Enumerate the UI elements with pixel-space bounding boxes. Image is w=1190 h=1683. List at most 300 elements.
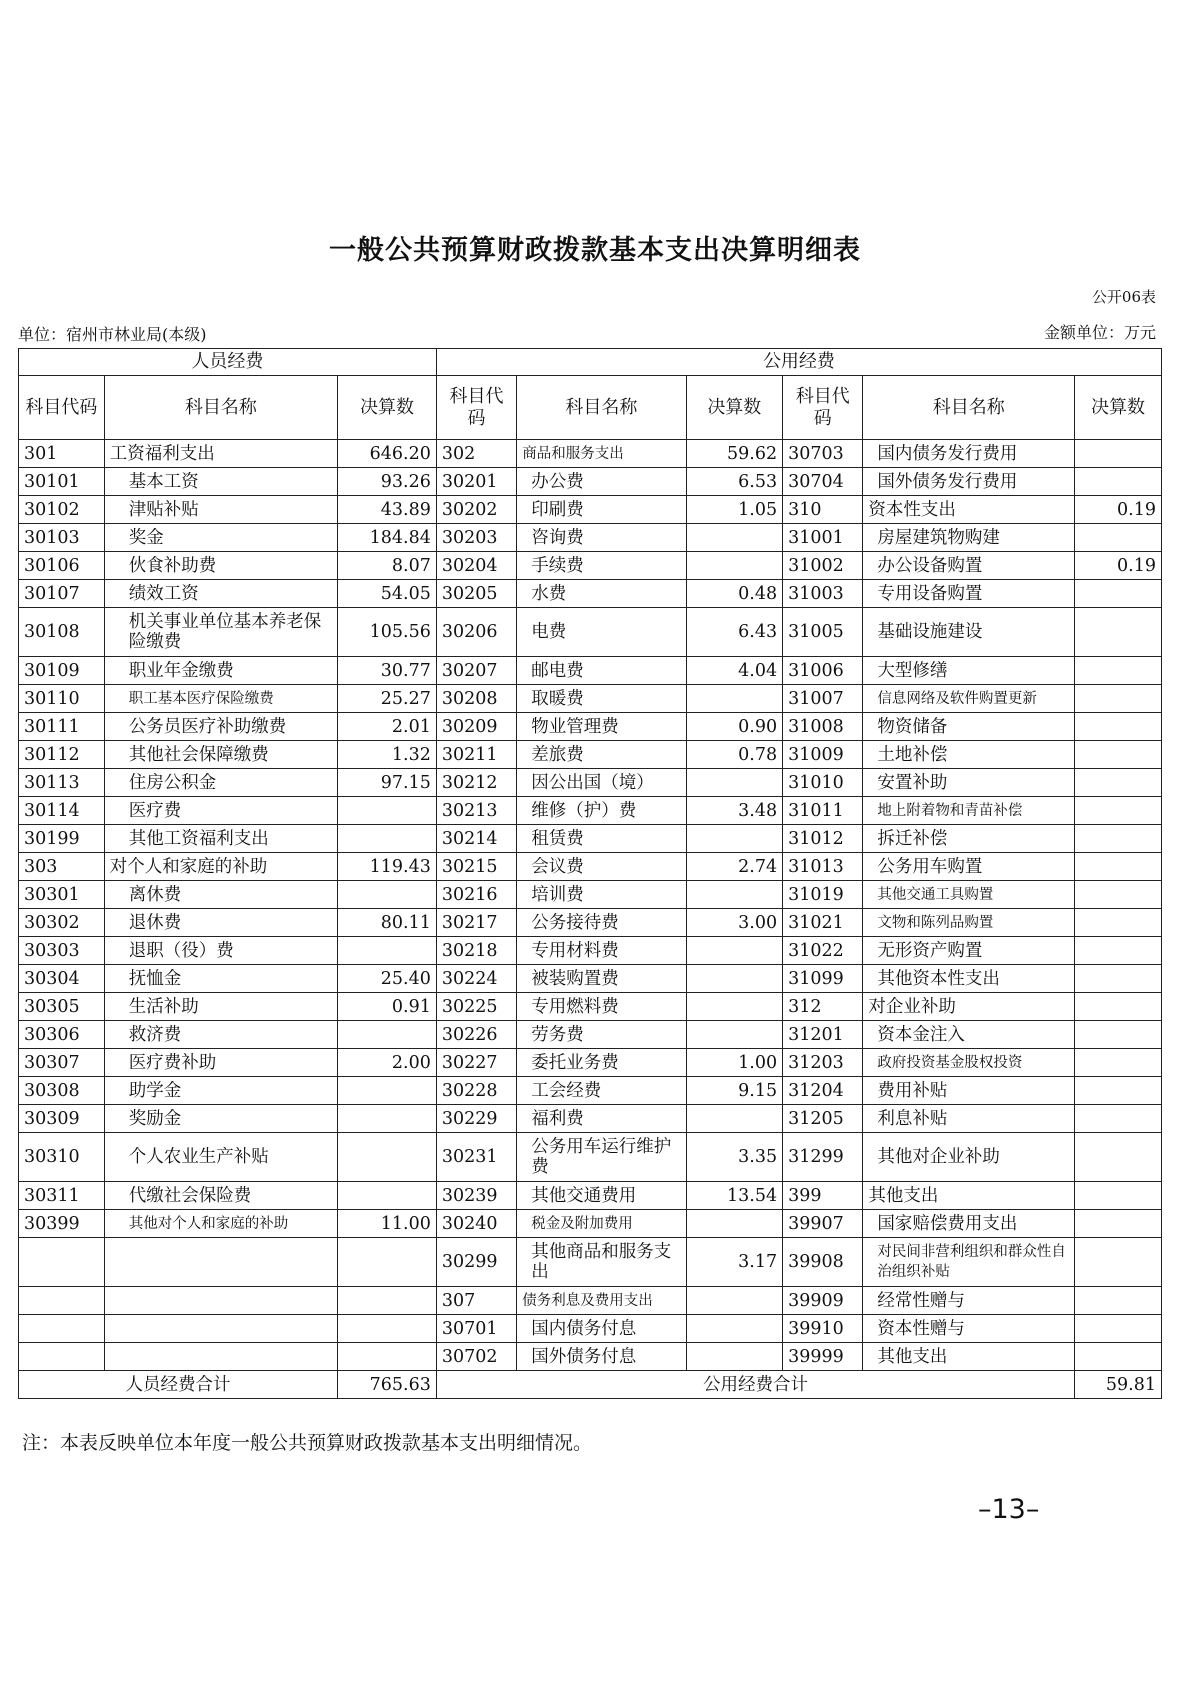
- code-cell: 31012: [783, 825, 863, 853]
- amount-cell: [1075, 657, 1162, 685]
- code-cell: 31009: [783, 741, 863, 769]
- code-cell: 30217: [436, 909, 516, 937]
- amount-cell: 1.05: [686, 496, 783, 524]
- amount-cell: 93.26: [338, 468, 437, 496]
- code-cell: 30302: [19, 909, 105, 937]
- code-cell: 31299: [783, 1133, 863, 1182]
- amount-cell: [686, 1210, 783, 1238]
- code-cell: 31013: [783, 853, 863, 881]
- table-row: [19, 608, 1162, 657]
- amount-cell: [338, 1105, 437, 1133]
- code-cell: 30227: [436, 1049, 516, 1077]
- name-cell: 津贴补贴: [104, 496, 337, 524]
- code-cell: 31003: [783, 580, 863, 608]
- amount-cell: 1.00: [686, 1049, 783, 1077]
- name-cell: 个人农业生产补贴: [104, 1133, 337, 1182]
- name-cell: [104, 1238, 337, 1287]
- amount-cell: 6.43: [686, 608, 783, 657]
- name-cell: 政府投资基金股权投资: [863, 1049, 1075, 1077]
- name-cell: 物资储备: [863, 713, 1075, 741]
- footnote: 注：本表反映单位本年度一般公共预算财政拨款基本支出明细情况。: [22, 1432, 593, 1454]
- code-cell: 30203: [436, 524, 516, 552]
- name-cell: 维修（护）费: [517, 797, 686, 825]
- code-cell: 30215: [436, 853, 516, 881]
- name-cell: [104, 1343, 337, 1371]
- code-cell: 312: [783, 993, 863, 1021]
- amount-cell: 80.11: [338, 909, 437, 937]
- amount-cell: [1075, 1021, 1162, 1049]
- code-cell: 31204: [783, 1077, 863, 1105]
- name-cell: 其他商品和服务支出: [517, 1238, 686, 1287]
- amount-cell: [338, 1077, 437, 1105]
- amount-cell: [1075, 524, 1162, 552]
- table-number: 公开06表: [1091, 288, 1156, 306]
- amount-cell: 184.84: [338, 524, 437, 552]
- name-cell: 对民间非营利组织和群众性自治组织补贴: [863, 1238, 1075, 1287]
- amount-cell: [338, 1343, 437, 1371]
- public-total-value: 59.81: [1075, 1371, 1162, 1399]
- name-cell: 债务利息及费用支出: [517, 1287, 686, 1315]
- amount-cell: 8.07: [338, 552, 437, 580]
- name-cell: 抚恤金: [104, 965, 337, 993]
- name-cell: 住房公积金: [104, 769, 337, 797]
- amount-cell: [686, 881, 783, 909]
- name-cell: 退职（役）费: [104, 937, 337, 965]
- name-cell: 福利费: [517, 1105, 686, 1133]
- amount-cell: [1075, 853, 1162, 881]
- amount-cell: 2.00: [338, 1049, 437, 1077]
- code-cell: 30109: [19, 657, 105, 685]
- name-cell: 咨询费: [517, 524, 686, 552]
- code-cell: 31021: [783, 909, 863, 937]
- amount-cell: [338, 1238, 437, 1287]
- code-cell: 31005: [783, 608, 863, 657]
- name-cell: 奖励金: [104, 1105, 337, 1133]
- name-cell: 专用燃料费: [517, 993, 686, 1021]
- name-cell: 培训费: [517, 881, 686, 909]
- table-row: [19, 769, 1162, 797]
- code-cell: 30211: [436, 741, 516, 769]
- code-cell: 31010: [783, 769, 863, 797]
- table-row: [19, 496, 1162, 524]
- table-row: [19, 1182, 1162, 1210]
- code-cell: 30108: [19, 608, 105, 657]
- name-cell: 职工基本医疗保险缴费: [104, 685, 337, 713]
- name-cell: 电费: [517, 608, 686, 657]
- page-title: 一般公共预算财政拨款基本支出决算明细表: [329, 235, 861, 266]
- amount-cell: 30.77: [338, 657, 437, 685]
- code-cell: 30206: [436, 608, 516, 657]
- name-cell: 退休费: [104, 909, 337, 937]
- amount-cell: [1075, 825, 1162, 853]
- personnel-total-value: 765.63: [338, 1371, 437, 1399]
- code-cell: 30107: [19, 580, 105, 608]
- amount-cell: 3.17: [686, 1238, 783, 1287]
- name-cell: 其他社会保障缴费: [104, 741, 337, 769]
- amount-cell: [1075, 1133, 1162, 1182]
- col-name-header: 科目名称: [104, 376, 337, 440]
- amount-cell: 105.56: [338, 608, 437, 657]
- table-row: [19, 909, 1162, 937]
- amount-cell: 0.19: [1075, 552, 1162, 580]
- code-cell: 30224: [436, 965, 516, 993]
- amount-cell: [1075, 1182, 1162, 1210]
- table-row: [19, 741, 1162, 769]
- name-cell: 其他工资福利支出: [104, 825, 337, 853]
- name-cell: 职业年金缴费: [104, 657, 337, 685]
- code-cell: 31001: [783, 524, 863, 552]
- amount-cell: [338, 1315, 437, 1343]
- name-cell: 伙食补助费: [104, 552, 337, 580]
- code-cell: 301: [19, 440, 105, 468]
- name-cell: 国外债务付息: [517, 1343, 686, 1371]
- amount-cell: 25.27: [338, 685, 437, 713]
- col-code-header: 科目代码: [783, 376, 863, 440]
- col-name-header: 科目名称: [517, 376, 686, 440]
- name-cell: 救济费: [104, 1021, 337, 1049]
- table-row: [19, 937, 1162, 965]
- code-cell: 30311: [19, 1182, 105, 1210]
- col-amount-header: 决算数: [1075, 376, 1162, 440]
- name-cell: 公务用车运行维护费: [517, 1133, 686, 1182]
- code-cell: 30303: [19, 937, 105, 965]
- code-cell: 30212: [436, 769, 516, 797]
- code-cell: 30113: [19, 769, 105, 797]
- name-cell: 其他支出: [863, 1182, 1075, 1210]
- code-cell: 30106: [19, 552, 105, 580]
- amount-cell: [1075, 965, 1162, 993]
- amount-cell: [1075, 1287, 1162, 1315]
- amount-cell: 54.05: [338, 580, 437, 608]
- name-cell: [104, 1287, 337, 1315]
- code-cell: 30239: [436, 1182, 516, 1210]
- table-row: [19, 685, 1162, 713]
- name-cell: 其他支出: [863, 1343, 1075, 1371]
- code-cell: 30209: [436, 713, 516, 741]
- code-cell: 30226: [436, 1021, 516, 1049]
- code-cell: 30225: [436, 993, 516, 1021]
- amount-cell: [338, 1182, 437, 1210]
- code-cell: 30216: [436, 881, 516, 909]
- amount-cell: [686, 1315, 783, 1343]
- name-cell: 信息网络及软件购置更新: [863, 685, 1075, 713]
- amount-cell: [686, 1105, 783, 1133]
- table-row: [19, 524, 1162, 552]
- name-cell: 国内债务发行费用: [863, 440, 1075, 468]
- code-cell: 30114: [19, 797, 105, 825]
- name-cell: 因公出国（境）: [517, 769, 686, 797]
- name-cell: 工资福利支出: [104, 440, 337, 468]
- code-cell: 31011: [783, 797, 863, 825]
- expenditure-table: [18, 348, 1162, 1399]
- code-cell: 30304: [19, 965, 105, 993]
- code-cell: 30208: [436, 685, 516, 713]
- amount-cell: [686, 1343, 783, 1371]
- name-cell: 房屋建筑物购建: [863, 524, 1075, 552]
- table-row: [19, 1315, 1162, 1343]
- amount-cell: [1075, 881, 1162, 909]
- name-cell: 其他交通工具购置: [863, 881, 1075, 909]
- col-amount-header: 决算数: [338, 376, 437, 440]
- amount-cell: [686, 685, 783, 713]
- code-cell: 30205: [436, 580, 516, 608]
- name-cell: 文物和陈列品购置: [863, 909, 1075, 937]
- amount-cell: [338, 1287, 437, 1315]
- code-cell: 30231: [436, 1133, 516, 1182]
- name-cell: 拆迁补偿: [863, 825, 1075, 853]
- amount-cell: [1075, 580, 1162, 608]
- public-header: 公用经费: [436, 349, 1161, 376]
- amount-cell: 119.43: [338, 853, 437, 881]
- amount-cell: [1075, 937, 1162, 965]
- name-cell: 医疗费: [104, 797, 337, 825]
- code-cell: 310: [783, 496, 863, 524]
- amount-cell: 0.48: [686, 580, 783, 608]
- amount-cell: [686, 1287, 783, 1315]
- table-row: [19, 468, 1162, 496]
- table-row: [19, 1210, 1162, 1238]
- amount-cell: [686, 524, 783, 552]
- amount-cell: [338, 797, 437, 825]
- amount-cell: [338, 937, 437, 965]
- code-cell: 31019: [783, 881, 863, 909]
- name-cell: 土地补偿: [863, 741, 1075, 769]
- name-cell: 其他对企业补助: [863, 1133, 1075, 1182]
- amount-cell: [1075, 1210, 1162, 1238]
- name-cell: 税金及附加费用: [517, 1210, 686, 1238]
- name-cell: 其他交通费用: [517, 1182, 686, 1210]
- code-cell: 30702: [436, 1343, 516, 1371]
- code-cell: 30213: [436, 797, 516, 825]
- name-cell: 其他资本性支出: [863, 965, 1075, 993]
- name-cell: 国内债务付息: [517, 1315, 686, 1343]
- amount-cell: [338, 1133, 437, 1182]
- code-cell: 30703: [783, 440, 863, 468]
- code-cell: 39999: [783, 1343, 863, 1371]
- code-cell: 30310: [19, 1133, 105, 1182]
- code-cell: 39907: [783, 1210, 863, 1238]
- amount-cell: 2.01: [338, 713, 437, 741]
- code-cell: 30307: [19, 1049, 105, 1077]
- col-amount-header: 决算数: [686, 376, 783, 440]
- amount-cell: [686, 993, 783, 1021]
- table-row: [19, 993, 1162, 1021]
- name-cell: 资本性赠与: [863, 1315, 1075, 1343]
- code-cell: 30110: [19, 685, 105, 713]
- code-cell: [19, 1238, 105, 1287]
- amount-cell: 3.00: [686, 909, 783, 937]
- code-cell: 30399: [19, 1210, 105, 1238]
- code-cell: 30228: [436, 1077, 516, 1105]
- table-row: [19, 797, 1162, 825]
- amount-cell: 13.54: [686, 1182, 783, 1210]
- amount-cell: [1075, 713, 1162, 741]
- amount-cell: 25.40: [338, 965, 437, 993]
- table-row: [19, 1105, 1162, 1133]
- amount-cell: [1075, 468, 1162, 496]
- table-row: [19, 881, 1162, 909]
- table-row: [19, 1287, 1162, 1315]
- code-cell: 302: [436, 440, 516, 468]
- code-cell: 31008: [783, 713, 863, 741]
- amount-cell: [1075, 993, 1162, 1021]
- code-cell: 39909: [783, 1287, 863, 1315]
- name-cell: 取暖费: [517, 685, 686, 713]
- name-cell: 国家赔偿费用支出: [863, 1210, 1075, 1238]
- code-cell: 39908: [783, 1238, 863, 1287]
- name-cell: 医疗费补助: [104, 1049, 337, 1077]
- table-row: [19, 1343, 1162, 1371]
- name-cell: 机关事业单位基本养老保险缴费: [104, 608, 337, 657]
- code-cell: 30207: [436, 657, 516, 685]
- amount-cell: 0.90: [686, 713, 783, 741]
- name-cell: 公务用车购置: [863, 853, 1075, 881]
- amount-cell: [1075, 909, 1162, 937]
- amount-cell: 4.04: [686, 657, 783, 685]
- amount-cell: [1075, 685, 1162, 713]
- table-row: [19, 1077, 1162, 1105]
- name-cell: 公务接待费: [517, 909, 686, 937]
- amount-cell: 43.89: [338, 496, 437, 524]
- name-cell: 奖金: [104, 524, 337, 552]
- amount-cell: 1.32: [338, 741, 437, 769]
- code-cell: 30308: [19, 1077, 105, 1105]
- code-cell: [19, 1287, 105, 1315]
- code-cell: 31006: [783, 657, 863, 685]
- amount-cell: 646.20: [338, 440, 437, 468]
- name-cell: 大型修缮: [863, 657, 1075, 685]
- amount-cell: [1075, 608, 1162, 657]
- name-cell: 专用材料费: [517, 937, 686, 965]
- name-cell: 无形资产购置: [863, 937, 1075, 965]
- amount-cell: [686, 825, 783, 853]
- name-cell: 商品和服务支出: [517, 440, 686, 468]
- amount-cell: [338, 1021, 437, 1049]
- col-code-header: 科目代码: [19, 376, 105, 440]
- name-cell: 绩效工资: [104, 580, 337, 608]
- code-cell: 30704: [783, 468, 863, 496]
- amount-cell: [1075, 797, 1162, 825]
- col-name-header: 科目名称: [863, 376, 1075, 440]
- name-cell: 安置补助: [863, 769, 1075, 797]
- name-cell: 经常性赠与: [863, 1287, 1075, 1315]
- code-cell: 30301: [19, 881, 105, 909]
- code-cell: 30199: [19, 825, 105, 853]
- name-cell: 费用补贴: [863, 1077, 1075, 1105]
- name-cell: 物业管理费: [517, 713, 686, 741]
- name-cell: 公务员医疗补助缴费: [104, 713, 337, 741]
- code-cell: 30309: [19, 1105, 105, 1133]
- table-row: [19, 965, 1162, 993]
- code-cell: 30299: [436, 1238, 516, 1287]
- name-cell: 代缴社会保险费: [104, 1182, 337, 1210]
- name-cell: 基础设施建设: [863, 608, 1075, 657]
- page-number: –13–: [978, 1494, 1040, 1525]
- col-code-header: 科目代码: [436, 376, 516, 440]
- name-cell: 利息补贴: [863, 1105, 1075, 1133]
- amount-cell: [686, 965, 783, 993]
- amount-cell: [1075, 1105, 1162, 1133]
- table-row: [19, 713, 1162, 741]
- name-cell: 对企业补助: [863, 993, 1075, 1021]
- amount-cell: [686, 937, 783, 965]
- code-cell: 30218: [436, 937, 516, 965]
- code-cell: 31203: [783, 1049, 863, 1077]
- amount-cell: [1075, 1315, 1162, 1343]
- code-cell: 30204: [436, 552, 516, 580]
- table-row: [19, 853, 1162, 881]
- code-cell: 30214: [436, 825, 516, 853]
- amount-cell: [1075, 1049, 1162, 1077]
- unit-label: 单位：宿州市林业局(本级): [18, 325, 207, 344]
- name-cell: 对个人和家庭的补助: [104, 853, 337, 881]
- code-cell: 39910: [783, 1315, 863, 1343]
- code-cell: 30701: [436, 1315, 516, 1343]
- public-total-label: 公用经费合计: [436, 1371, 1074, 1399]
- name-cell: 工会经费: [517, 1077, 686, 1105]
- amount-cell: [686, 552, 783, 580]
- name-cell: 邮电费: [517, 657, 686, 685]
- table-row: [19, 1133, 1162, 1182]
- amount-cell: 0.91: [338, 993, 437, 1021]
- code-cell: 30305: [19, 993, 105, 1021]
- table-row: [19, 1238, 1162, 1287]
- code-cell: 303: [19, 853, 105, 881]
- name-cell: 委托业务费: [517, 1049, 686, 1077]
- totals-row: [19, 1371, 1162, 1399]
- code-cell: 30103: [19, 524, 105, 552]
- name-cell: 地上附着物和青苗补偿: [863, 797, 1075, 825]
- amount-cell: 2.74: [686, 853, 783, 881]
- amount-cell: [1075, 769, 1162, 797]
- name-cell: 生活补助: [104, 993, 337, 1021]
- amount-cell: [1075, 1077, 1162, 1105]
- name-cell: 助学金: [104, 1077, 337, 1105]
- name-cell: 办公费: [517, 468, 686, 496]
- amount-cell: [1075, 440, 1162, 468]
- name-cell: 专用设备购置: [863, 580, 1075, 608]
- amount-cell: [338, 825, 437, 853]
- table-row: [19, 440, 1162, 468]
- amount-cell: [338, 881, 437, 909]
- name-cell: [104, 1315, 337, 1343]
- name-cell: 国外债务发行费用: [863, 468, 1075, 496]
- name-cell: 水费: [517, 580, 686, 608]
- code-cell: 30306: [19, 1021, 105, 1049]
- table-row: [19, 1021, 1162, 1049]
- amount-unit-label: 金额单位：万元: [1043, 323, 1156, 342]
- table-row: [19, 580, 1162, 608]
- amount-cell: [686, 1021, 783, 1049]
- amount-cell: [1075, 1343, 1162, 1371]
- amount-cell: 97.15: [338, 769, 437, 797]
- amount-cell: [686, 769, 783, 797]
- table-row: [19, 1049, 1162, 1077]
- code-cell: 31007: [783, 685, 863, 713]
- name-cell: 会议费: [517, 853, 686, 881]
- name-cell: 租赁费: [517, 825, 686, 853]
- amount-cell: 9.15: [686, 1077, 783, 1105]
- code-cell: 30112: [19, 741, 105, 769]
- amount-cell: 6.53: [686, 468, 783, 496]
- name-cell: 资本金注入: [863, 1021, 1075, 1049]
- amount-cell: 0.78: [686, 741, 783, 769]
- code-cell: [19, 1315, 105, 1343]
- name-cell: 被装购置费: [517, 965, 686, 993]
- table-row: [19, 552, 1162, 580]
- code-cell: 399: [783, 1182, 863, 1210]
- code-cell: 30229: [436, 1105, 516, 1133]
